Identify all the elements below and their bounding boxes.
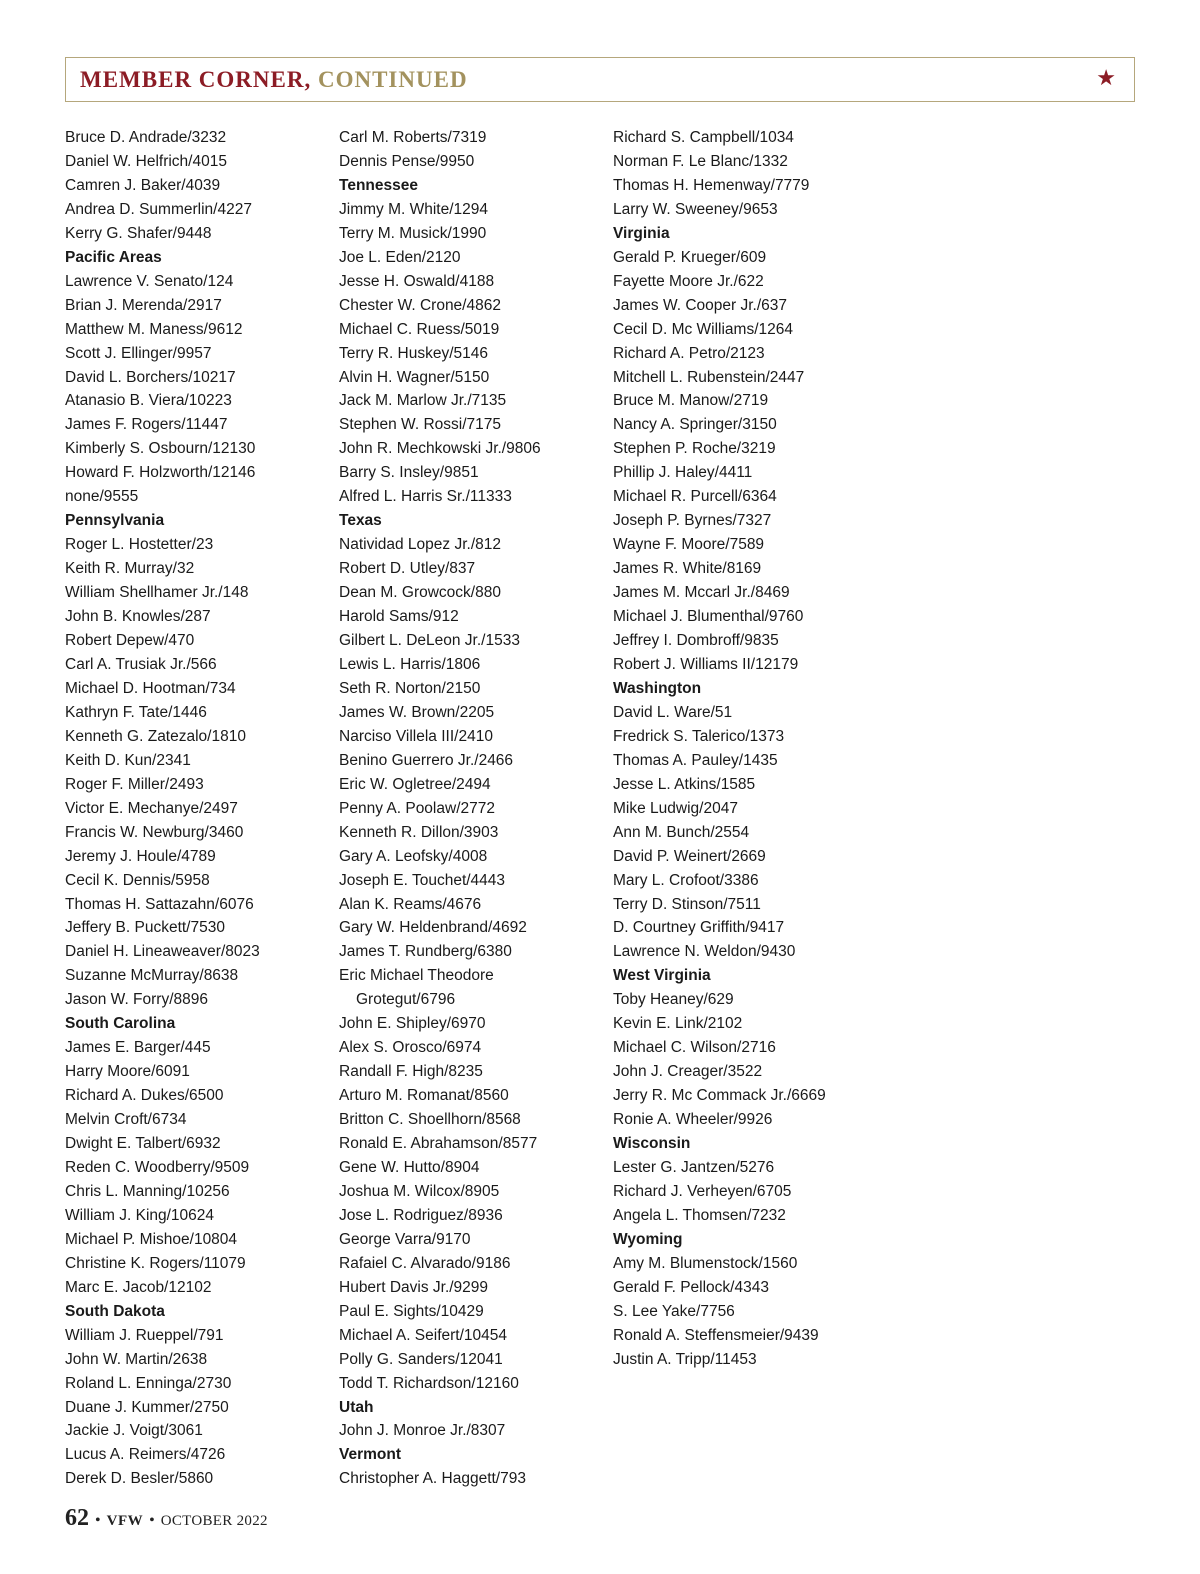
- member-entry: Michael A. Seifert/10454: [339, 1326, 508, 1344]
- member-entry: James R. White/8169: [613, 560, 762, 578]
- member-entry: Reden C. Woodberry/9509: [65, 1158, 250, 1176]
- member-entry: Carl A. Trusiak Jr./566: [65, 655, 217, 673]
- footer-bullet: •: [149, 1512, 155, 1529]
- member-entry: Terry D. Stinson/7511: [613, 895, 761, 913]
- member-entry: Mary L. Crofoot/3386: [613, 871, 759, 889]
- member-entry: Lewis L. Harris/1806: [339, 655, 481, 673]
- member-entry: John W. Martin/2638: [65, 1350, 208, 1368]
- footer-bullet: •: [95, 1512, 101, 1529]
- member-entry: Kimberly S. Osbourn/12130: [65, 440, 256, 458]
- page-number: 62: [65, 1505, 89, 1531]
- member-entry: Gene W. Hutto/8904: [339, 1158, 480, 1176]
- member-entry: Larry W. Sweeney/9653: [613, 200, 778, 218]
- member-entry: Daniel H. Lineaweaver/8023: [65, 943, 260, 961]
- member-entry: Chester W. Crone/4862: [339, 296, 501, 314]
- member-entry: William J. Rueppel/791: [65, 1326, 224, 1344]
- member-entry: Alfred L. Harris Sr./11333: [339, 488, 512, 506]
- member-entry: James E. Barger/445: [65, 1039, 211, 1057]
- member-entry: Jesse H. Oswald/4188: [339, 272, 495, 290]
- state-heading: Utah: [339, 1398, 374, 1416]
- member-entry: Gerald F. Pellock/4343: [613, 1278, 769, 1296]
- member-entry: Michael D. Hootman/734: [65, 679, 236, 697]
- member-entry: Stephen P. Roche/3219: [613, 440, 776, 458]
- state-heading: Washington: [613, 679, 702, 697]
- member-entry: Brian J. Merenda/2917: [65, 296, 222, 314]
- member-entry: Michael R. Purcell/6364: [613, 488, 777, 506]
- member-entry: Eric Michael Theodore: [339, 967, 494, 985]
- member-entry: Justin A. Tripp/11453: [613, 1350, 757, 1368]
- member-entry: James M. Mccarl Jr./8469: [613, 584, 790, 602]
- state-heading: South Carolina: [65, 1015, 176, 1033]
- name-column-3: [613, 126, 883, 1372]
- member-entry: Phillip J. Haley/4411: [613, 464, 753, 482]
- member-entry: Paul E. Sights/10429: [339, 1302, 484, 1320]
- magazine-name: VFW: [106, 1513, 144, 1529]
- member-entry: Jeffrey I. Dombroff/9835: [613, 632, 779, 650]
- member-entry: Chris L. Manning/10256: [65, 1182, 230, 1200]
- member-entry: Terry R. Huskey/5146: [339, 344, 489, 362]
- member-entry: John E. Shipley/6970: [339, 1015, 486, 1033]
- member-entry: Ronald E. Abrahamson/8577: [339, 1135, 538, 1153]
- member-entry: Christine K. Rogers/11079: [65, 1254, 246, 1272]
- member-entry: Seth R. Norton/2150: [339, 679, 481, 697]
- member-entry: Camren J. Baker/4039: [65, 176, 221, 194]
- state-heading: Wyoming: [613, 1230, 683, 1248]
- member-entry: Dwight E. Talbert/6932: [65, 1135, 221, 1153]
- issue-date: OCTOBER 2022: [160, 1513, 268, 1529]
- member-entry: David L. Ware/51: [613, 703, 733, 721]
- member-entry: Joseph E. Touchet/4443: [339, 871, 506, 889]
- member-entry: Michael J. Blumenthal/9760: [613, 608, 804, 626]
- member-entry: Alan K. Reams/4676: [339, 895, 482, 913]
- member-entry: Thomas A. Pauley/1435: [613, 751, 778, 769]
- member-entry: Alvin H. Wagner/5150: [339, 368, 490, 386]
- member-entry: Roland L. Enninga/2730: [65, 1374, 232, 1392]
- member-entry: Thomas H. Sattazahn/6076: [65, 895, 254, 913]
- member-entry: James W. Cooper Jr./637: [613, 296, 788, 314]
- member-entry: Gary A. Leofsky/4008: [339, 847, 488, 865]
- member-entry: Jimmy M. White/1294: [339, 200, 489, 218]
- member-entry: Ann M. Bunch/2554: [613, 823, 750, 841]
- member-entry: Benino Guerrero Jr./2466: [339, 751, 514, 769]
- member-entry: Jack M. Marlow Jr./7135: [339, 392, 507, 410]
- member-entry: Kenneth G. Zatezalo/1810: [65, 727, 246, 745]
- member-entry: George Varra/9170: [339, 1230, 471, 1248]
- member-entry: Narciso Villela III/2410: [339, 727, 493, 745]
- section-title: [80, 67, 468, 93]
- state-heading: South Dakota: [65, 1302, 165, 1320]
- member-entry: Lawrence N. Weldon/9430: [613, 943, 796, 961]
- member-entry: Victor E. Mechanye/2497: [65, 799, 238, 817]
- member-entry: Cecil D. Mc Williams/1264: [613, 320, 794, 338]
- member-entry: Ronie A. Wheeler/9926: [613, 1111, 773, 1129]
- member-entry: Derek D. Besler/5860: [65, 1470, 214, 1488]
- name-column-1: [65, 126, 335, 1491]
- member-entry: Toby Heaney/629: [613, 991, 734, 1009]
- member-entry: Robert Depew/470: [65, 632, 195, 650]
- member-entry: David P. Weinert/2669: [613, 847, 766, 865]
- section-title-sub: CONTINUED: [317, 67, 468, 92]
- member-entry: Thomas H. Hemenway/7779: [613, 176, 810, 194]
- member-entry: Rafaiel C. Alvarado/9186: [339, 1254, 511, 1272]
- member-entry: Richard A. Dukes/6500: [65, 1087, 224, 1105]
- member-entry: Cecil K. Dennis/5958: [65, 871, 210, 889]
- member-entry: Gerald P. Krueger/609: [613, 248, 767, 266]
- member-entry: Penny A. Poolaw/2772: [339, 799, 495, 817]
- member-entry: Richard A. Petro/2123: [613, 344, 765, 362]
- state-heading: West Virginia: [613, 967, 711, 985]
- member-entry: Jackie J. Voigt/3061: [65, 1422, 203, 1440]
- member-entry: Jeremy J. Houle/4789: [65, 847, 216, 865]
- member-entry: Jose L. Rodriguez/8936: [339, 1206, 503, 1224]
- member-entry: D. Courtney Griffith/9417: [613, 919, 785, 937]
- member-entry: Natividad Lopez Jr./812: [339, 536, 501, 554]
- member-entry: Fayette Moore Jr./622: [613, 272, 764, 290]
- member-entry: James F. Rogers/11447: [65, 416, 228, 434]
- member-entry: Dennis Pense/9950: [339, 152, 475, 170]
- member-entry: Arturo M. Romanat/8560: [339, 1087, 509, 1105]
- member-entry: James T. Rundberg/6380: [339, 943, 512, 961]
- member-entry: Harold Sams/912: [339, 608, 459, 626]
- state-heading: Vermont: [339, 1446, 402, 1464]
- member-entry: Gary W. Heldenbrand/4692: [339, 919, 527, 937]
- member-entry: Lucus A. Reimers/4726: [65, 1446, 226, 1464]
- member-entry: Jason W. Forry/8896: [65, 991, 209, 1009]
- member-entry: Hubert Davis Jr./9299: [339, 1278, 489, 1296]
- member-entry: Wayne F. Moore/7589: [613, 536, 765, 554]
- member-entry: Gilbert L. DeLeon Jr./1533: [339, 632, 520, 650]
- member-entry: Stephen W. Rossi/7175: [339, 416, 501, 434]
- member-entry: Keith D. Kun/2341: [65, 751, 191, 769]
- member-entry: Joe L. Eden/2120: [339, 248, 461, 266]
- member-entry: Richard J. Verheyen/6705: [613, 1182, 792, 1200]
- member-entry: Lawrence V. Senato/124: [65, 272, 234, 290]
- member-entry: Nancy A. Springer/3150: [613, 416, 777, 434]
- member-entry: Terry M. Musick/1990: [339, 224, 487, 242]
- member-entry: Jesse L. Atkins/1585: [613, 775, 756, 793]
- member-entry: Polly G. Sanders/12041: [339, 1350, 503, 1368]
- member-entry: Melvin Croft/6734: [65, 1111, 187, 1129]
- member-entry: Robert J. Williams II/12179: [613, 655, 799, 673]
- member-entry: none/9555: [65, 488, 139, 506]
- state-heading: Tennessee: [339, 176, 418, 194]
- member-entry: Keith R. Murray/32: [65, 560, 195, 578]
- member-entry: Randall F. High/8235: [339, 1063, 483, 1081]
- member-entry: Fredrick S. Talerico/1373: [613, 727, 785, 745]
- member-entry: John J. Creager/3522: [613, 1063, 763, 1081]
- member-entry: Francis W. Newburg/3460: [65, 823, 244, 841]
- member-entry: Kenneth R. Dillon/3903: [339, 823, 499, 841]
- member-entry: Joseph P. Byrnes/7327: [613, 512, 772, 530]
- state-heading: Texas: [339, 512, 382, 530]
- member-entry: Richard S. Campbell/1034: [613, 129, 794, 146]
- member-entry: Robert D. Utley/837: [339, 560, 476, 578]
- member-entry: Andrea D. Summerlin/4227: [65, 200, 252, 218]
- member-entry: Matthew M. Maness/9612: [65, 320, 243, 338]
- member-entry: William J. King/10624: [65, 1206, 215, 1224]
- section-title-main: MEMBER CORNER,: [80, 67, 312, 92]
- member-entry: Jeffery B. Puckett/7530: [65, 919, 225, 937]
- page-footer: [65, 1505, 268, 1532]
- member-entry: Amy M. Blumenstock/1560: [613, 1254, 798, 1272]
- member-entry: David L. Borchers/10217: [65, 368, 236, 386]
- member-entry: Bruce M. Manow/2719: [613, 392, 769, 410]
- member-entry: James W. Brown/2205: [339, 703, 495, 721]
- member-entry: Ronald A. Steffensmeier/9439: [613, 1326, 819, 1344]
- state-heading: Pacific Areas: [65, 248, 162, 266]
- member-entry: Kerry G. Shafer/9448: [65, 224, 212, 242]
- member-entry: Christopher A. Haggett/793: [339, 1470, 526, 1488]
- member-entry: Lester G. Jantzen/5276: [613, 1158, 775, 1176]
- member-entry: John J. Monroe Jr./8307: [339, 1422, 506, 1440]
- star-icon: ★: [1096, 65, 1116, 90]
- state-heading: Pennsylvania: [65, 512, 165, 530]
- member-entry: Kevin E. Link/2102: [613, 1015, 743, 1033]
- member-entry: Roger L. Hostetter/23: [65, 536, 214, 554]
- member-entry: Carl M. Roberts/7319: [339, 129, 487, 146]
- member-entry: Norman F. Le Blanc/1332: [613, 152, 788, 170]
- member-entry: Eric W. Ogletree/2494: [339, 775, 491, 793]
- member-entry: Marc E. Jacob/12102: [65, 1278, 212, 1296]
- member-entry: William Shellhamer Jr./148: [65, 584, 249, 602]
- state-heading: Virginia: [613, 224, 670, 242]
- member-entry: Suzanne McMurray/8638: [65, 967, 239, 985]
- member-entry: Mike Ludwig/2047: [613, 799, 738, 817]
- member-entry: Scott J. Ellinger/9957: [65, 344, 212, 362]
- member-entry: Barry S. Insley/9851: [339, 464, 479, 482]
- member-entry: Britton C. Shoellhorn/8568: [339, 1111, 521, 1129]
- member-entry: Mitchell L. Rubenstein/2447: [613, 368, 805, 386]
- member-entry: Michael C. Wilson/2716: [613, 1039, 776, 1057]
- member-entry: Jerry R. Mc Commack Jr./6669: [613, 1087, 826, 1105]
- member-entry: Duane J. Kummer/2750: [65, 1398, 229, 1416]
- member-entry: Daniel W. Helfrich/4015: [65, 152, 227, 170]
- member-entry: Todd T. Richardson/12160: [339, 1374, 519, 1392]
- member-entry: S. Lee Yake/7756: [613, 1302, 735, 1320]
- member-entry: Howard F. Holzworth/12146: [65, 464, 256, 482]
- member-entry: John B. Knowles/287: [65, 608, 211, 626]
- state-heading: Wisconsin: [613, 1135, 691, 1153]
- member-entry: Roger F. Miller/2493: [65, 775, 204, 793]
- member-entry: Michael P. Mishoe/10804: [65, 1230, 238, 1248]
- member-entry: Grotegut/6796: [356, 991, 456, 1009]
- member-entry: Dean M. Growcock/880: [339, 584, 501, 602]
- name-column-2: [339, 126, 609, 1491]
- member-entry: John R. Mechkowski Jr./9806: [339, 440, 541, 458]
- member-entry: Alex S. Orosco/6974: [339, 1039, 482, 1057]
- member-entry: Bruce D. Andrade/3232: [65, 129, 227, 146]
- member-entry: Joshua M. Wilcox/8905: [339, 1182, 500, 1200]
- member-entry: Harry Moore/6091: [65, 1063, 190, 1081]
- member-entry: Michael C. Ruess/5019: [339, 320, 500, 338]
- section-banner: [65, 57, 1135, 102]
- member-entry: Atanasio B. Viera/10223: [65, 392, 232, 410]
- member-entry: Angela L. Thomsen/7232: [613, 1206, 786, 1224]
- member-entry: Kathryn F. Tate/1446: [65, 703, 207, 721]
